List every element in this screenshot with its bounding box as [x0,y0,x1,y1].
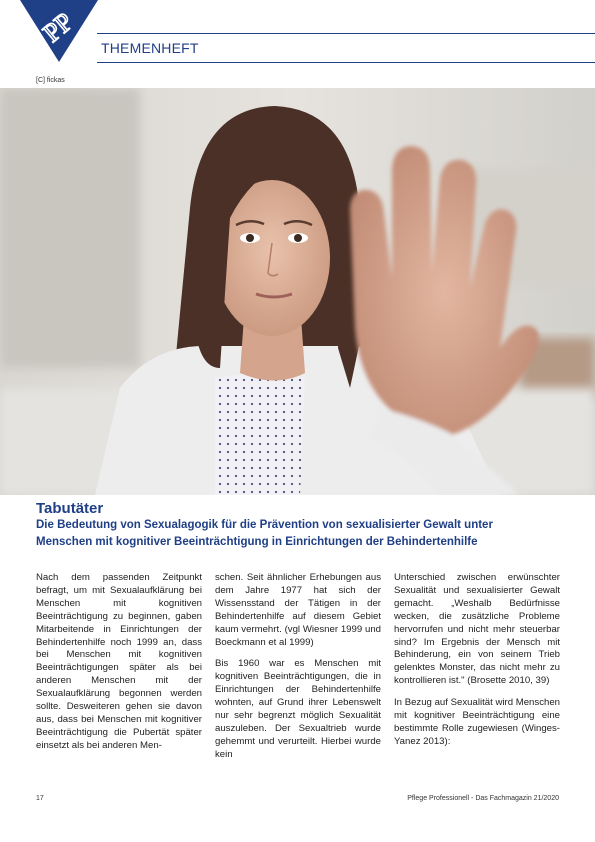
paragraph: schen. Seit ähnlicher Erhebungen aus dem Jahre 1977 hat sich der Wissensstand der Tätigen in der Behindertenhilfe auf diesem Gebiet kaum vermehrt. (vgl Wiesner 1999 und Boeckmann et al 1999) [215,572,381,648]
paragraph: Nach dem passenden Zeitpunkt befragt, um mit Sexualaufklärung bei Menschen mit kognitiven Beeinträchtigung zu beginnen, gaben Mitarbeitende in Einrichtungen der Behindertenhilfe noch 1999 an, dass bei Menschen mit kognitiven Beeinträchtigungen später als bei anderen Menschen mit der Sexualaufklärung begonnen werden sollte. Desweiteren gehen sie davon aus, dass bei Menschen mit kognitiver Beeinträchtigung die Pubertät später einsetzt als bei anderen Men- [36,572,202,751]
magazine-name: Pflege Professionell - Das Fachmagazin 21/2020 [407,795,559,802]
header-rule-bottom [97,62,595,63]
page-number: 17 [36,795,44,802]
article-title: Tabutäter [36,500,104,517]
text-column [215,572,381,778]
photo-credit: [C] fickas [36,77,65,84]
article-subtitle: Die Bedeutung von Sexualagogik für die Prävention von sexualisierter Gewalt unter Menschen mit kognitiver Beeinträchtigung in Einrichtungen der Behindertenhilfe [36,519,493,548]
pp-logo-text: PP [37,6,79,48]
paragraph: In Bezug auf Sexualität wird Menschen mit kognitiver Beeinträchtigung eine bestimmte Rolle zugewiesen (Winges-Yanez 2013): [394,697,560,747]
text-column [394,572,560,778]
text-column [36,572,202,778]
pp-logo [20,0,98,62]
paragraph: Bis 1960 war es Menschen mit kognitiven Beeinträchtigungen, die in Einrichtungen der Behindertenhilfe wohnten, auf Grund ihrer Lebenswelt nur sehr begrenzt möglich Sexualität auszuleben. Der Sexualtrieb wurde gehemmt und verurteilt. Hierbei wurde kein [215,658,381,760]
article-photo [0,88,595,495]
article-body [36,572,560,778]
paragraph: Unterschied zwischen erwünschter Sexualität und sexualisierter Gewalt gemacht. „Weshalb Bedürfnisse wecken, die zusätzliche Probleme hervorrufen und nicht mehr steuerbar sind? Im Ergebnis der Mensch mit Behinderung, ein von seinem Trieb gelenktes Monster, das nicht mehr zu kontrollieren ist." (Brosette 2010, 39) [394,572,560,687]
header-rule-top [97,33,595,34]
photo-woman-stop-gesture-icon [0,88,595,495]
section-title: THEMENHEFT [101,40,199,56]
